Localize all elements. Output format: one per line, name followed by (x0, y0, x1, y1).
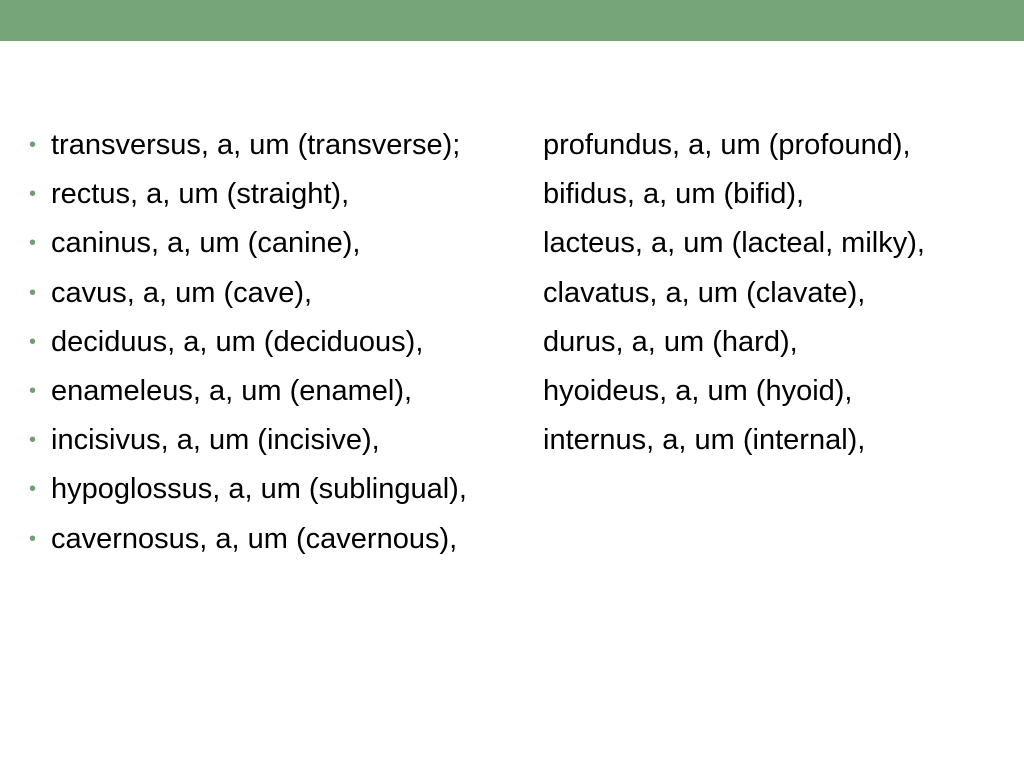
term-right: durus, a, um (hard), (543, 325, 798, 358)
term-left: rectus, a, um (straight), (51, 178, 350, 211)
bullet-icon: • (29, 281, 37, 304)
bullet-icon: • (29, 478, 37, 501)
list-item (0, 416, 1024, 465)
list-item (0, 121, 1024, 170)
slide-header-bar (0, 0, 1024, 41)
term-right: clavatus, a, um (clavate), (543, 276, 866, 309)
list-item (0, 170, 1024, 219)
list-item (0, 515, 1024, 564)
term-right: profundus, a, um (profound), (543, 129, 911, 161)
term-right: lacteus, a, um (lacteal, milky), (543, 227, 925, 260)
bullet-icon: • (29, 429, 37, 452)
term-right: bifidus, a, um (bifid), (543, 178, 805, 211)
bullet-icon: • (29, 379, 37, 402)
term-left: cavus, a, um (cave), (51, 276, 313, 309)
term-left: caninus, a, um (canine), (51, 227, 361, 260)
list-item (0, 269, 1024, 318)
term-left: deciduus, a, um (deciduous), (51, 325, 424, 358)
list-item (0, 465, 1024, 514)
bullet-icon: • (29, 232, 37, 255)
term-left: hypoglossus, a, um (sublingual), (51, 473, 467, 506)
term-left: transversus, a, um (transverse); (51, 129, 461, 161)
bullet-icon: • (29, 134, 37, 156)
vocabulary-list (0, 121, 1024, 564)
term-right: hyoideus, a, um (hyoid), (543, 374, 853, 407)
bullet-icon: • (29, 330, 37, 353)
list-item (0, 219, 1024, 268)
term-left: cavernosus, a, um (cavernous), (51, 522, 458, 555)
list-item (0, 367, 1024, 416)
list-item (0, 318, 1024, 367)
bullet-icon: • (29, 527, 37, 550)
term-left: enameleus, a, um (enamel), (51, 374, 413, 407)
term-left: incisivus, a, um (incisive), (51, 424, 380, 457)
term-right: internus, a, um (internal), (543, 424, 866, 457)
bullet-icon: • (29, 183, 37, 206)
